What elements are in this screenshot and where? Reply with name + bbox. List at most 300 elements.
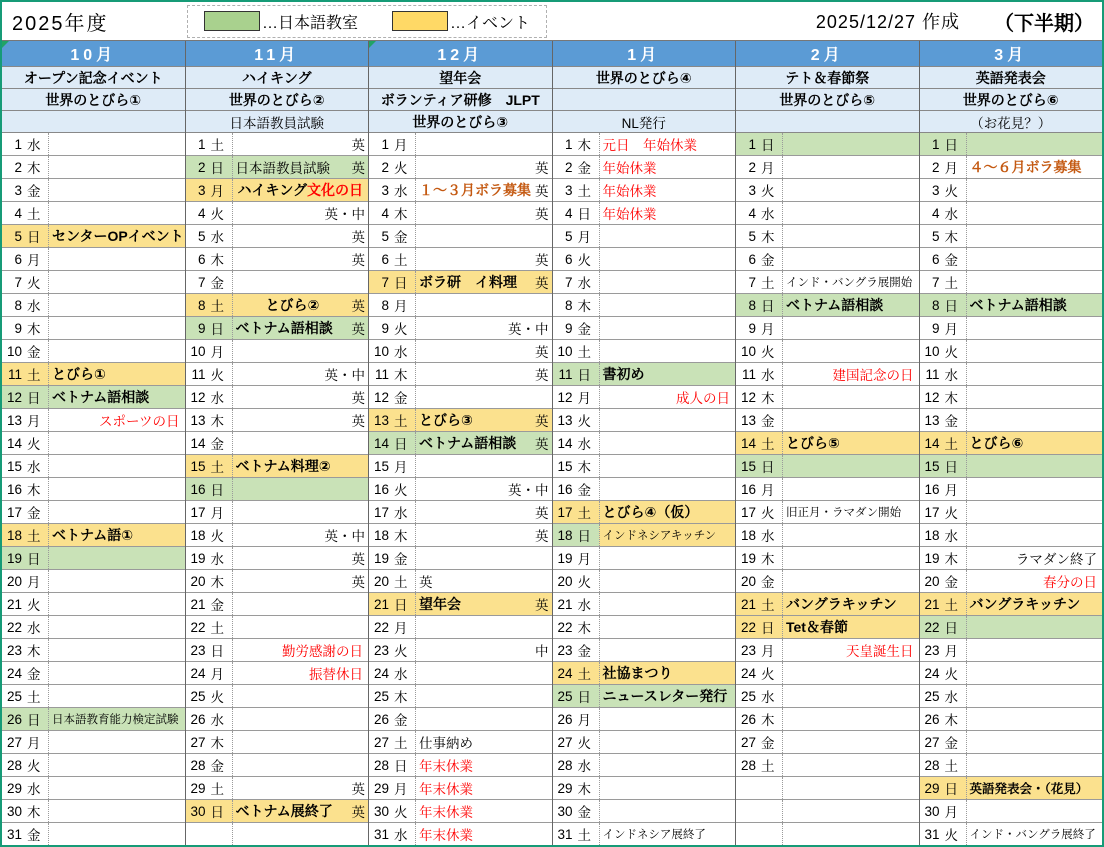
day-cell[interactable] [920,202,966,224]
event-cell[interactable] [415,685,552,707]
event-cell[interactable] [966,133,1103,155]
event-cell[interactable] [48,294,185,316]
event-cell[interactable] [48,317,185,339]
event-cell[interactable] [48,777,185,799]
day-cell[interactable] [2,708,48,730]
day-cell[interactable] [186,708,232,730]
event-cell[interactable] [782,409,919,431]
event-cell[interactable] [966,800,1103,822]
event-cell[interactable] [966,593,1103,615]
month-subheader-cell[interactable]: 世界のとびら③ [369,111,552,133]
day-cell[interactable] [736,409,782,431]
day-cell[interactable] [186,363,232,385]
day-cell[interactable] [369,133,415,155]
day-cell[interactable] [186,777,232,799]
day-cell[interactable] [553,685,599,707]
day-cell[interactable] [920,639,966,661]
event-cell[interactable] [782,708,919,730]
event-cell[interactable] [782,501,919,523]
day-cell[interactable] [920,800,966,822]
event-cell[interactable] [232,409,369,431]
day-cell[interactable] [186,225,232,247]
event-cell[interactable] [599,294,736,316]
event-cell[interactable] [599,432,736,454]
day-cell[interactable] [553,156,599,178]
day-cell[interactable] [736,524,782,546]
event-cell[interactable] [232,501,369,523]
day-cell[interactable] [553,524,599,546]
event-cell[interactable] [599,386,736,408]
event-cell[interactable] [782,478,919,500]
day-cell[interactable] [920,432,966,454]
event-cell[interactable] [782,731,919,753]
day-cell[interactable] [736,133,782,155]
day-cell[interactable] [186,478,232,500]
event-cell[interactable] [782,133,919,155]
day-cell[interactable] [736,708,782,730]
event-cell[interactable] [966,225,1103,247]
day-cell[interactable] [553,455,599,477]
event-cell[interactable] [599,501,736,523]
event-cell[interactable] [782,294,919,316]
day-cell[interactable] [736,340,782,362]
day-cell[interactable] [553,639,599,661]
event-cell[interactable] [599,662,736,684]
day-cell[interactable] [553,800,599,822]
event-cell[interactable] [232,340,369,362]
event-cell[interactable] [782,754,919,776]
event-cell[interactable] [48,363,185,385]
event-cell[interactable] [415,823,552,845]
day-cell[interactable] [736,501,782,523]
event-cell[interactable] [966,662,1103,684]
event-cell[interactable] [232,662,369,684]
event-cell[interactable] [966,248,1103,270]
month-subheader-cell[interactable] [553,89,736,111]
event-cell[interactable] [782,593,919,615]
day-cell[interactable] [186,823,232,845]
day-cell[interactable] [920,547,966,569]
day-cell[interactable] [186,501,232,523]
event-cell[interactable] [48,156,185,178]
event-cell[interactable] [48,616,185,638]
event-cell[interactable] [782,800,919,822]
day-cell[interactable] [736,317,782,339]
event-cell[interactable] [415,386,552,408]
day-cell[interactable] [369,731,415,753]
event-cell[interactable] [966,179,1103,201]
event-cell[interactable] [966,156,1103,178]
event-cell[interactable] [415,639,552,661]
day-cell[interactable] [369,317,415,339]
event-cell[interactable] [48,547,185,569]
event-cell[interactable] [415,731,552,753]
day-cell[interactable] [920,248,966,270]
event-cell[interactable] [599,616,736,638]
day-cell[interactable] [2,570,48,592]
day-cell[interactable] [369,685,415,707]
day-cell[interactable] [736,685,782,707]
event-cell[interactable] [782,524,919,546]
event-cell[interactable] [415,133,552,155]
event-cell[interactable] [599,823,736,845]
day-cell[interactable] [920,409,966,431]
day-cell[interactable] [553,363,599,385]
day-cell[interactable] [920,501,966,523]
day-cell[interactable] [2,432,48,454]
day-cell[interactable] [369,639,415,661]
day-cell[interactable] [553,731,599,753]
event-cell[interactable] [782,156,919,178]
event-cell[interactable] [48,409,185,431]
event-cell[interactable] [599,455,736,477]
day-cell[interactable] [186,593,232,615]
legend-swatch-event[interactable] [392,11,448,31]
event-cell[interactable] [782,225,919,247]
day-cell[interactable] [369,823,415,845]
legend-swatch-japanese-class[interactable] [204,11,260,31]
month-subheader-cell[interactable]: ボランティア研修 JLPT [369,89,552,111]
month-subheader-cell[interactable]: 世界のとびら② [186,89,369,111]
event-cell[interactable] [415,317,552,339]
day-cell[interactable] [736,478,782,500]
month-header-cell[interactable] [553,41,736,67]
day-cell[interactable] [736,248,782,270]
event-cell[interactable] [415,179,552,201]
event-cell[interactable] [415,248,552,270]
day-cell[interactable] [369,478,415,500]
day-cell[interactable] [369,271,415,293]
day-cell[interactable] [920,777,966,799]
day-cell[interactable] [186,386,232,408]
day-cell[interactable] [920,823,966,845]
event-cell[interactable] [782,823,919,845]
event-cell[interactable] [232,386,369,408]
day-cell[interactable] [2,271,48,293]
day-cell[interactable] [2,363,48,385]
day-cell[interactable] [553,386,599,408]
day-cell[interactable] [2,409,48,431]
event-cell[interactable] [415,616,552,638]
event-cell[interactable] [966,340,1103,362]
event-cell[interactable] [48,225,185,247]
day-cell[interactable] [920,317,966,339]
event-cell[interactable] [232,363,369,385]
day-cell[interactable] [186,570,232,592]
event-cell[interactable] [599,478,736,500]
month-header-cell[interactable] [736,41,919,67]
day-cell[interactable] [553,133,599,155]
event-cell[interactable] [599,409,736,431]
day-cell[interactable] [553,823,599,845]
day-cell[interactable] [2,524,48,546]
day-cell[interactable] [553,547,599,569]
event-cell[interactable] [48,570,185,592]
event-cell[interactable] [415,363,552,385]
event-cell[interactable] [782,639,919,661]
day-cell[interactable] [920,478,966,500]
day-cell[interactable] [920,524,966,546]
event-cell[interactable] [232,754,369,776]
event-cell[interactable] [415,478,552,500]
event-cell[interactable] [782,685,919,707]
day-cell[interactable] [920,593,966,615]
day-cell[interactable] [920,455,966,477]
event-cell[interactable] [48,593,185,615]
day-cell[interactable] [736,593,782,615]
event-cell[interactable] [48,800,185,822]
day-cell[interactable] [186,294,232,316]
event-cell[interactable] [782,386,919,408]
event-cell[interactable] [782,777,919,799]
event-cell[interactable] [232,524,369,546]
day-cell[interactable] [553,570,599,592]
event-cell[interactable] [232,731,369,753]
day-cell[interactable] [186,317,232,339]
event-cell[interactable] [232,800,369,822]
day-cell[interactable] [736,662,782,684]
event-cell[interactable] [48,248,185,270]
event-cell[interactable] [232,225,369,247]
day-cell[interactable] [2,202,48,224]
event-cell[interactable] [599,685,736,707]
day-cell[interactable] [2,662,48,684]
day-cell[interactable] [736,386,782,408]
event-cell[interactable] [48,823,185,845]
day-cell[interactable] [369,432,415,454]
event-cell[interactable] [232,202,369,224]
event-cell[interactable] [415,570,552,592]
day-cell[interactable] [736,271,782,293]
day-cell[interactable] [186,156,232,178]
day-cell[interactable] [736,639,782,661]
event-cell[interactable] [966,363,1103,385]
event-cell[interactable] [232,547,369,569]
day-cell[interactable] [2,777,48,799]
event-cell[interactable] [966,823,1103,845]
event-cell[interactable] [48,685,185,707]
month-subheader-cell[interactable]: ハイキング [186,67,369,89]
day-cell[interactable] [553,501,599,523]
day-cell[interactable] [553,432,599,454]
event-cell[interactable] [599,570,736,592]
day-cell[interactable] [369,386,415,408]
event-cell[interactable] [599,593,736,615]
event-cell[interactable] [232,777,369,799]
event-cell[interactable] [966,294,1103,316]
event-cell[interactable] [415,340,552,362]
day-cell[interactable] [2,225,48,247]
day-cell[interactable] [369,547,415,569]
day-cell[interactable] [920,133,966,155]
day-cell[interactable] [186,754,232,776]
event-cell[interactable] [232,616,369,638]
day-cell[interactable] [920,386,966,408]
event-cell[interactable] [48,662,185,684]
day-cell[interactable] [186,547,232,569]
event-cell[interactable] [48,731,185,753]
day-cell[interactable] [186,455,232,477]
day-cell[interactable] [736,455,782,477]
month-subheader-cell[interactable]: 世界のとびら① [2,89,185,111]
day-cell[interactable] [920,340,966,362]
day-cell[interactable] [2,547,48,569]
event-cell[interactable] [415,662,552,684]
day-cell[interactable] [553,616,599,638]
event-cell[interactable] [415,156,552,178]
day-cell[interactable] [736,616,782,638]
event-cell[interactable] [48,524,185,546]
event-cell[interactable] [48,271,185,293]
event-cell[interactable] [232,294,369,316]
day-cell[interactable] [186,271,232,293]
month-subheader-cell[interactable]: 世界のとびら⑤ [736,89,919,111]
event-cell[interactable] [966,731,1103,753]
event-cell[interactable] [782,202,919,224]
day-cell[interactable] [2,731,48,753]
event-cell[interactable] [782,248,919,270]
event-cell[interactable] [782,616,919,638]
event-cell[interactable] [966,708,1103,730]
month-subheader-cell[interactable] [2,111,185,133]
event-cell[interactable] [48,386,185,408]
event-cell[interactable] [599,800,736,822]
day-cell[interactable] [920,570,966,592]
day-cell[interactable] [369,570,415,592]
day-cell[interactable] [2,823,48,845]
day-cell[interactable] [186,524,232,546]
event-cell[interactable] [966,524,1103,546]
day-cell[interactable] [920,708,966,730]
day-cell[interactable] [369,455,415,477]
day-cell[interactable] [369,800,415,822]
day-cell[interactable] [2,340,48,362]
event-cell[interactable] [782,179,919,201]
event-cell[interactable] [415,455,552,477]
day-cell[interactable] [2,156,48,178]
day-cell[interactable] [553,593,599,615]
month-header-cell[interactable] [186,41,369,67]
event-cell[interactable] [232,478,369,500]
day-cell[interactable] [369,754,415,776]
event-cell[interactable] [599,639,736,661]
day-cell[interactable] [553,478,599,500]
event-cell[interactable] [599,317,736,339]
day-cell[interactable] [920,363,966,385]
day-cell[interactable] [186,179,232,201]
event-cell[interactable] [966,409,1103,431]
event-cell[interactable] [599,179,736,201]
event-cell[interactable] [966,271,1103,293]
day-cell[interactable] [920,271,966,293]
event-cell[interactable] [415,432,552,454]
day-cell[interactable] [2,133,48,155]
day-cell[interactable] [736,570,782,592]
day-cell[interactable] [736,202,782,224]
event-cell[interactable] [966,501,1103,523]
event-cell[interactable] [599,708,736,730]
day-cell[interactable] [369,616,415,638]
day-cell[interactable] [736,294,782,316]
day-cell[interactable] [736,823,782,845]
event-cell[interactable] [782,317,919,339]
day-cell[interactable] [186,432,232,454]
event-cell[interactable] [415,800,552,822]
event-cell[interactable] [966,455,1103,477]
day-cell[interactable] [736,777,782,799]
event-cell[interactable] [48,754,185,776]
day-cell[interactable] [736,179,782,201]
day-cell[interactable] [736,800,782,822]
month-subheader-cell[interactable]: 望年会 [369,67,552,89]
day-cell[interactable] [553,777,599,799]
month-header-cell[interactable] [2,41,185,67]
month-subheader-cell[interactable]: NL発行 [553,111,736,133]
day-cell[interactable] [186,616,232,638]
day-cell[interactable] [369,777,415,799]
day-cell[interactable] [186,248,232,270]
event-cell[interactable] [599,340,736,362]
day-cell[interactable] [2,639,48,661]
day-cell[interactable] [186,639,232,661]
event-cell[interactable] [782,363,919,385]
event-cell[interactable] [415,409,552,431]
event-cell[interactable] [599,133,736,155]
event-cell[interactable] [415,202,552,224]
event-cell[interactable] [966,639,1103,661]
event-cell[interactable] [782,570,919,592]
day-cell[interactable] [369,708,415,730]
day-cell[interactable] [369,662,415,684]
event-cell[interactable] [966,777,1103,799]
day-cell[interactable] [920,731,966,753]
event-cell[interactable] [232,179,369,201]
event-cell[interactable] [599,754,736,776]
day-cell[interactable] [553,754,599,776]
day-cell[interactable] [920,179,966,201]
event-cell[interactable] [232,455,369,477]
day-cell[interactable] [2,455,48,477]
day-cell[interactable] [369,340,415,362]
event-cell[interactable] [966,202,1103,224]
day-cell[interactable] [920,662,966,684]
day-cell[interactable] [186,662,232,684]
day-cell[interactable] [553,409,599,431]
day-cell[interactable] [186,685,232,707]
day-cell[interactable] [736,363,782,385]
event-cell[interactable] [782,271,919,293]
day-cell[interactable] [369,524,415,546]
event-cell[interactable] [599,156,736,178]
day-cell[interactable] [2,800,48,822]
day-cell[interactable] [2,478,48,500]
day-cell[interactable] [186,409,232,431]
month-header-cell[interactable] [369,41,552,67]
day-cell[interactable] [920,294,966,316]
month-subheader-cell[interactable]: テト＆春節祭 [736,67,919,89]
day-cell[interactable] [369,156,415,178]
event-cell[interactable] [599,731,736,753]
event-cell[interactable] [966,685,1103,707]
day-cell[interactable] [369,294,415,316]
event-cell[interactable] [599,363,736,385]
event-cell[interactable] [415,593,552,615]
day-cell[interactable] [553,225,599,247]
event-cell[interactable] [415,708,552,730]
day-cell[interactable] [920,616,966,638]
day-cell[interactable] [2,294,48,316]
event-cell[interactable] [48,340,185,362]
